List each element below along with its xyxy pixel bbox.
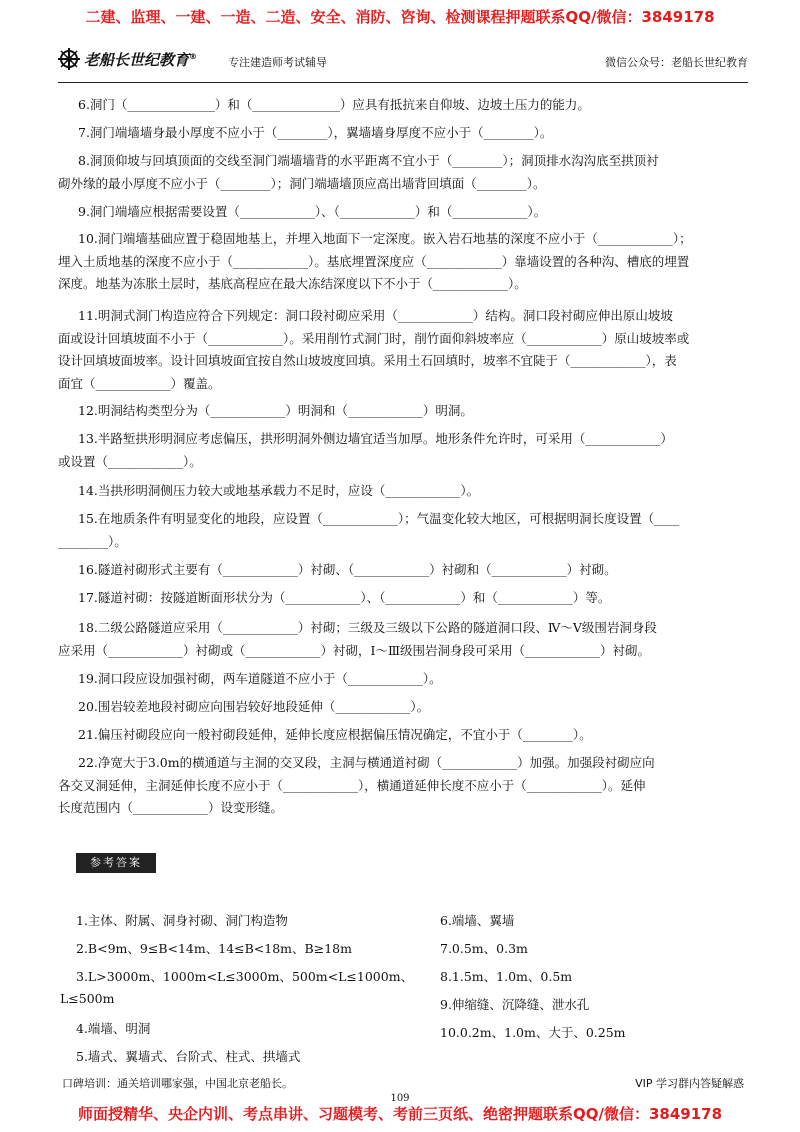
answer-line: L≤500m	[60, 991, 115, 1006]
header-wechat: 微信公众号：老船长世纪教育	[605, 56, 748, 69]
question-line: 埋入土质地基的深度不应小于（____________）。基底埋置深度应（____________）靠墙设置的各种沟、槽底的埋置	[58, 253, 690, 269]
question-line: 设计回填坡面坡率。设计回填坡面宜按自然山坡坡度回填。采用土石回填时，坡率不宜陡于（____________），表	[58, 353, 677, 368]
question-line: 13.半路堑拱形明洞应考虑偏压，拱形明洞外侧边墙宜适当加厚。地形条件允许时，可采用（____________）	[78, 431, 673, 446]
answer-item	[60, 966, 436, 1010]
logo-text: 老船长世纪教育®	[84, 50, 198, 69]
page-header	[58, 44, 748, 84]
question-line: 9.洞门端墙应根据需要设置（____________）、（____________）和（____________）。	[78, 204, 547, 219]
question-line: 10.洞门端墙基础应置于稳固地基上，并埋入地面下一定深度。嵌入岩石地基的深度不应小于（____________）；	[78, 231, 692, 246]
answer-item: 6.端墙、翼墙	[440, 913, 515, 928]
question-item	[78, 587, 748, 610]
question-line: 面或设计回填坡面不小于（____________）。采用削竹式洞门时，削竹面仰斜坡率应（____________）原山坡坡率或	[58, 330, 690, 346]
footer-slogan: 口碑培训：通关培训哪家强，中国北京老船长。	[62, 1077, 293, 1090]
header-divider	[58, 82, 748, 83]
question-item	[78, 94, 748, 117]
question-line: 19.洞口段应设加强衬砌，两车道隧道不应小于（____________）。	[78, 671, 442, 686]
question-line: 8.洞顶仰坡与回填顶面的交线至洞门端墙墙背的水平距离不宜小于（________）；洞顶排水沟沟底至拱顶衬	[78, 153, 659, 168]
answer-section-tag: 参考答案	[76, 853, 156, 873]
footer-vip-note: VIP 学习群内答疑解惑	[635, 1077, 744, 1090]
question-item	[78, 724, 748, 747]
answer-line: 5.墙式、翼墙式、台阶式、柱式、拱墙式	[76, 1049, 301, 1064]
question-item	[58, 508, 748, 553]
question-line: 应采用（____________）衬砌或（____________）衬砌，Ⅰ～Ⅲ级围岩洞身段可采用（____________）衬砌。	[58, 642, 650, 658]
question-item	[78, 122, 748, 145]
question-item	[78, 400, 748, 423]
question-line: 12.明洞结构类型分为（____________）明洞和（____________）明洞。	[78, 403, 473, 418]
answer-line: 4.端墙、明洞	[76, 1021, 151, 1036]
question-line: ________）。	[58, 533, 127, 549]
page-number: 109	[390, 1093, 410, 1104]
question-item	[58, 150, 748, 195]
question-line: 面宜（____________）覆盖。	[58, 375, 221, 391]
question-line: 砌外缘的最小厚度不应小于（________）；洞门端墙墙顶应高出墙背回填面（________）。	[58, 175, 546, 191]
question-line: 各交叉洞延伸，主洞延伸长度不应小于（____________），横通道延伸长度不应小于（____________）。延伸	[58, 777, 646, 793]
answer-item	[76, 1046, 436, 1068]
question-item	[78, 696, 748, 719]
question-line: 14.当拱形明洞侧压力较大或地基承载力不足时，应设（____________）。	[78, 483, 480, 498]
answer-item	[76, 910, 436, 932]
question-line: 21.偏压衬砌段应向一般衬砌段延伸，延伸长度应根据偏压情况确定，不宜小于（________）。	[78, 727, 592, 742]
question-line: 22.净宽大于3.0m的横通道与主洞的交叉段，主洞与横通道衬砌（____________）加强。加强段衬砌应向	[78, 755, 655, 770]
question-line: 18.二级公路隧道应采用（____________）衬砌；三级及三级以下公路的隧道洞口段、Ⅳ～Ⅴ级围岩洞身段	[78, 620, 657, 635]
question-item	[78, 201, 748, 224]
question-line: 16.隧道衬砌形式主要有（____________）衬砌、（____________）衬砌和（____________）衬砌。	[78, 562, 617, 577]
question-line: 20.围岩较差地段衬砌应向围岩较好地段延伸（____________）。	[78, 699, 430, 714]
question-item	[58, 305, 748, 395]
header-subtitle: 专注建造师考试辅导	[228, 56, 327, 69]
question-line: 15.在地质条件有明显变化的地段，应设置（____________）；气温变化较大地区，可根据明洞长度设置（____	[78, 511, 680, 526]
answer-item: 8.1.5m、1.0m、0.5m	[440, 969, 573, 984]
question-item	[58, 228, 748, 296]
answer-line: 2.B<9m、9≤B<14m、14≤B<18m、B≥18m	[76, 941, 352, 956]
top-banner: 二建、监理、一建、一造、二造、安全、消防、咨询、检测课程押题联系QQ/微信：3849178	[85, 8, 715, 26]
question-line: 11.明洞式洞门构造应符合下列规定：洞口段衬砌应采用（____________）结构。洞口段衬砌应伸出原山坡坡	[78, 308, 673, 323]
question-item	[58, 428, 748, 473]
question-line: 17.隧道衬砌：按隧道断面形状分为（____________）、（____________）和（____________）等。	[78, 590, 611, 605]
question-item	[58, 752, 748, 820]
logo	[58, 48, 197, 70]
answer-item: 7.0.5m、0.3m	[440, 941, 528, 956]
answer-item: 10.0.2m、1.0m、大于、0.25m	[440, 1025, 626, 1040]
question-item	[78, 480, 748, 503]
answer-item	[76, 1018, 436, 1040]
answer-item	[76, 938, 436, 960]
question-line: 长度范围内（____________）设变形缝。	[58, 800, 284, 815]
answer-line: 3.L>3000m、1000m<L≤3000m、500m<L≤1000m、	[76, 969, 414, 984]
ship-wheel-icon	[58, 48, 80, 70]
answer-item: 9.伸缩缝、沉降缝、泄水孔	[440, 997, 590, 1012]
question-line: 7.洞门端墙墙身最小厚度不应小于（________），翼墙墙身厚度不应小于（________）。	[78, 125, 553, 140]
question-line: 深度。地基为冻胀土层时，基底高程应在最大冻结深度以下不小于（____________）。	[58, 276, 527, 291]
question-line: 6.洞门（______________）和（______________）应具有抵抗来自仰坡、边坡土压力的能力。	[78, 97, 590, 112]
question-item	[78, 668, 748, 691]
question-item	[58, 617, 748, 662]
bottom-banner: 师面授精华、央企内训、考点串讲、习题模考、考前三页纸、绝密押题联系QQ/微信：3849178	[77, 1105, 723, 1123]
question-item	[78, 559, 748, 582]
question-line: 或设置（____________）。	[58, 453, 202, 469]
answer-line: 1.主体、附属、洞身衬砌、洞门构造物	[76, 913, 288, 928]
